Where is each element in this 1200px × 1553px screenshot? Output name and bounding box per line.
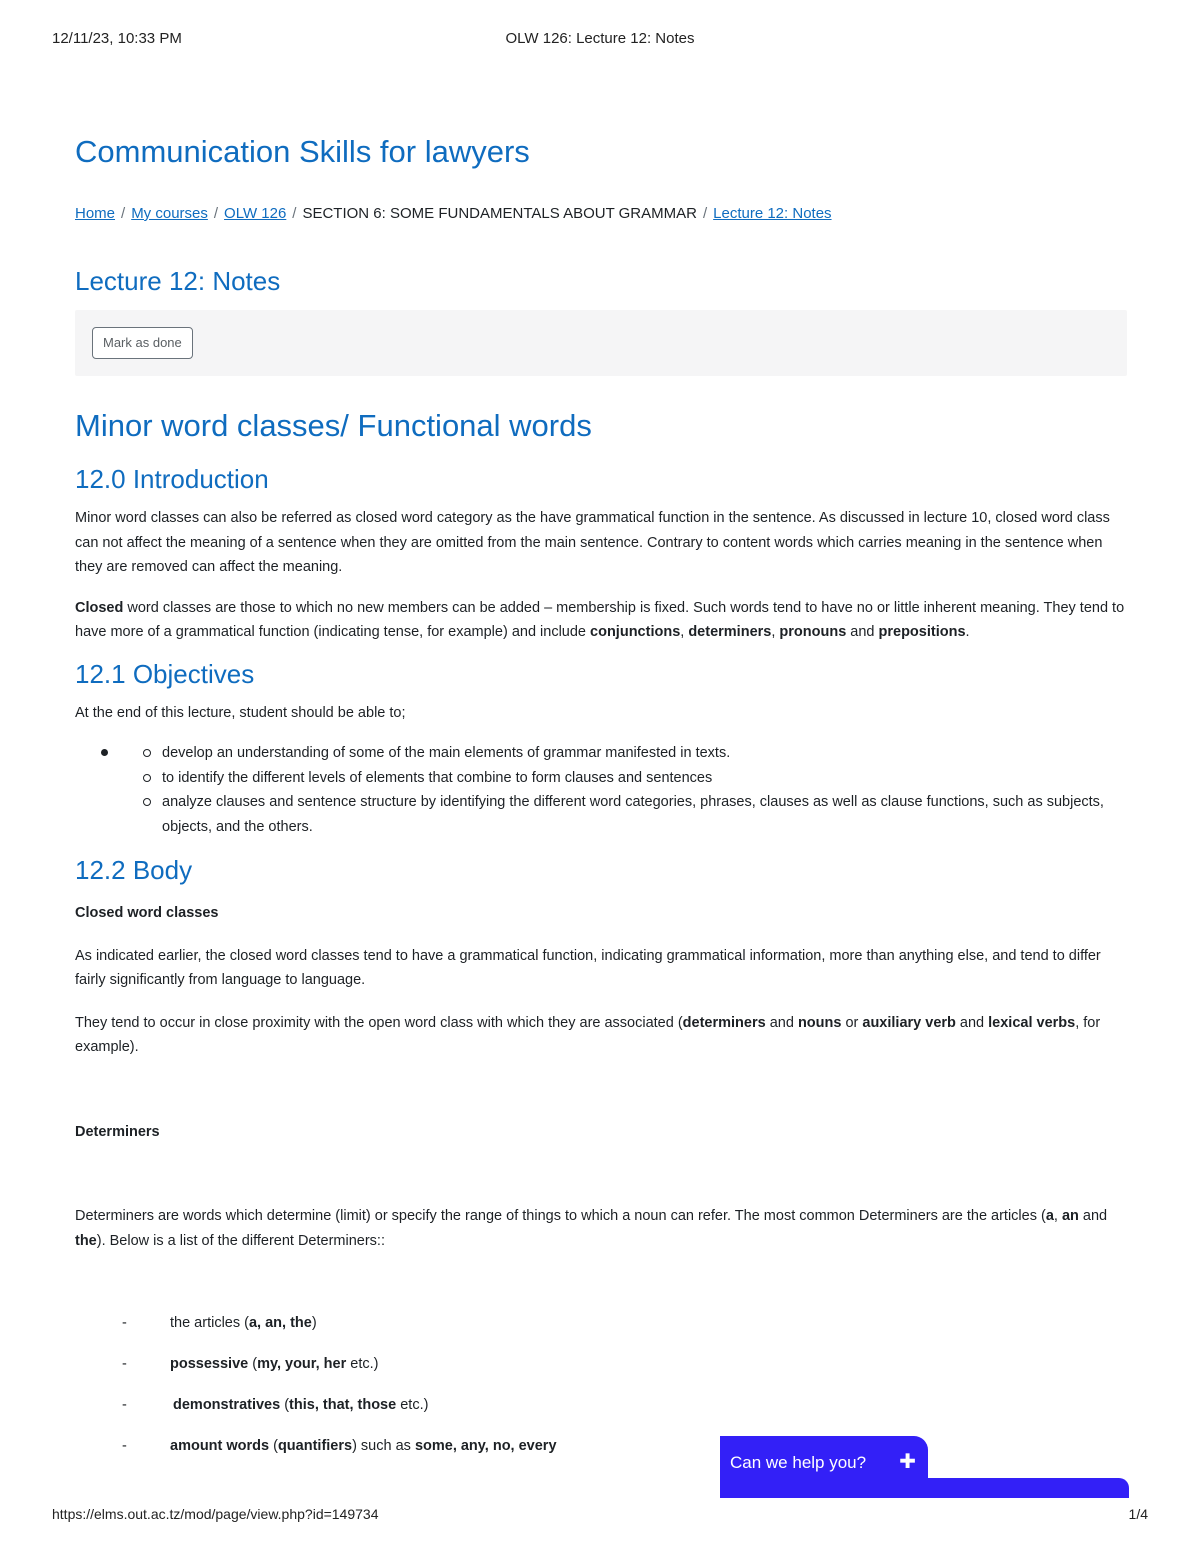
print-date: 12/11/23, 10:33 PM — [52, 30, 182, 47]
print-page-count: 1/4 — [1128, 1506, 1148, 1522]
objective-text: to identify the different levels of elements that combine to form clauses and sentences — [162, 769, 713, 786]
page-content — [75, 130, 1127, 1475]
text-run: and — [955, 1014, 989, 1031]
text-run: ( — [269, 1438, 278, 1454]
list-item — [143, 741, 1127, 766]
objectives-list — [75, 741, 1127, 839]
text-run: They tend to occur in close proximity with the open word class with which they are associated ( — [75, 1014, 683, 1031]
determiners-heading — [75, 1120, 1127, 1145]
breadcrumb-current[interactable]: Lecture 12: Notes — [713, 205, 832, 222]
body-heading: 12.2 Body — [75, 855, 193, 885]
bullet-circle-icon — [143, 798, 151, 806]
completion-box — [75, 310, 1127, 376]
bold-lexical-verbs: lexical verbs — [988, 1014, 1076, 1031]
list-item — [75, 1352, 1127, 1393]
breadcrumb-home[interactable]: Home — [75, 205, 116, 222]
activity-title: Lecture 12: Notes — [75, 266, 281, 296]
body-paragraph-1: As indicated earlier, the closed word classes tend to have a grammatical function, indicating grammatical information, more than anything else, and tend to differ fairly significantly from language to language. — [75, 947, 1101, 988]
breadcrumb-section: SECTION 6: SOME FUNDAMENTALS ABOUT GRAMMAR — [302, 205, 697, 222]
bold-extra: some, any, no, every — [414, 1438, 557, 1454]
bold-prepositions: prepositions — [878, 624, 966, 640]
objective-text: develop an understanding of some of the main elements of grammar manifested in texts. — [162, 745, 731, 761]
bold-determiners: determiners — [688, 624, 772, 640]
text-run: , for example). — [75, 1014, 1101, 1055]
print-doc-title: OLW 126: Lecture 12: Notes — [505, 30, 695, 47]
determiners-paragraph — [75, 1204, 1127, 1253]
text-run: etc.) — [396, 1397, 429, 1413]
dash-bullet: - — [122, 1438, 127, 1454]
bold-examples: my, your, her — [257, 1356, 347, 1372]
body-paragraph-2 — [75, 1011, 1127, 1060]
bold-an: an — [1061, 1208, 1079, 1224]
text-run: the articles — [170, 1315, 241, 1331]
closed-word-classes-heading — [75, 901, 1127, 926]
help-widget-tab[interactable] — [720, 1436, 928, 1490]
text-run: and — [1078, 1208, 1108, 1224]
bold-closed-word-classes: Closed word classes — [75, 905, 219, 921]
breadcrumb-separator: / — [292, 205, 297, 222]
text-run: , — [771, 624, 780, 640]
bold-conjunctions: conjunctions — [590, 624, 681, 640]
intro-heading: 12.0 Introduction — [75, 464, 269, 494]
text-run: Determiners are words which determine (limit) or specify the range of things to which a noun can refer. The most common Determiners are the articles ( — [75, 1208, 1046, 1224]
text-run: ( — [280, 1397, 290, 1413]
text-run: . — [965, 624, 970, 640]
plus-icon[interactable]: ✚ — [899, 1451, 916, 1473]
help-widget[interactable] — [720, 1436, 1129, 1498]
text-run: and — [765, 1014, 798, 1031]
determiner-item-text — [173, 1393, 428, 1417]
bullet-circle-icon — [143, 749, 151, 757]
determiner-item-text — [170, 1352, 378, 1376]
text-run: word classes are those to which no new members can be added – membership is fixed. Such words tend to have no or little inherent meaning. They tend to have more of a grammatical function (indicating tense, for example) and include — [75, 599, 1125, 640]
objectives-heading: 12.1 Objectives — [75, 658, 255, 689]
determiner-item-text — [170, 1311, 317, 1335]
main-heading: Minor word classes/ Functional words — [75, 408, 592, 443]
text-run: ). Below is a list of the different Determiners:: — [96, 1232, 385, 1249]
objectives-lead: At the end of this lecture, student should be able to; — [75, 704, 406, 721]
list-item — [75, 1311, 1127, 1352]
bold-pronouns: pronouns — [779, 624, 847, 640]
text-run: , — [680, 624, 689, 640]
help-widget-label[interactable]: Can we help you? — [730, 1453, 867, 1472]
bold-determiners: determiners — [682, 1014, 766, 1031]
course-title: Communication Skills for lawyers — [75, 134, 530, 169]
bullet-disc-icon — [101, 749, 108, 756]
bold-closed: Closed — [75, 599, 124, 616]
breadcrumb — [75, 204, 1127, 224]
list-item — [143, 790, 1127, 839]
bold-auxiliary-verb: auxiliary verb — [862, 1014, 956, 1031]
mark-as-done-button[interactable]: Mark as done — [92, 327, 193, 359]
text-run: , — [1053, 1208, 1062, 1224]
bold-examples: quantifiers — [277, 1438, 353, 1454]
breadcrumb-separator: / — [121, 205, 126, 222]
breadcrumb-separator: / — [702, 205, 708, 222]
breadcrumb-my-courses[interactable]: My courses — [131, 205, 208, 222]
list-item — [143, 766, 1127, 791]
print-url: https://elms.out.ac.tz/mod/page/view.php?id=149734 — [52, 1506, 379, 1522]
objective-text: analyze clauses and sentence structure by identifying the different word categories, phrases, clauses as well as clause functions, such as subjects, objects, and the others. — [162, 794, 1104, 835]
bold-a: a — [1045, 1208, 1054, 1224]
bullet-circle-icon — [143, 774, 151, 782]
bold-examples: this, that, those — [289, 1397, 397, 1413]
text-run: or — [841, 1014, 863, 1031]
bold-term: possessive — [170, 1356, 249, 1372]
dash-bullet: - — [122, 1397, 127, 1413]
breadcrumb-separator: / — [213, 205, 219, 222]
dash-bullet: - — [122, 1315, 127, 1331]
dash-bullet: - — [122, 1356, 127, 1372]
bold-the: the — [75, 1232, 97, 1249]
text-run: etc.) — [346, 1356, 379, 1372]
text-run: and — [846, 624, 879, 640]
text-run: ) such as — [352, 1438, 415, 1454]
breadcrumb-course[interactable]: OLW 126 — [224, 205, 287, 222]
bold-term: amount words — [170, 1438, 270, 1454]
text-run: ) — [311, 1315, 317, 1331]
intro-paragraph-2 — [75, 596, 1127, 645]
bold-determiners-heading: Determiners — [75, 1123, 160, 1140]
text-run: ( — [248, 1356, 258, 1372]
bold-nouns: nouns — [797, 1014, 842, 1031]
text-run: ( — [240, 1315, 249, 1331]
list-item — [75, 1393, 1127, 1434]
intro-paragraph-1: Minor word classes can also be referred as closed word category as the have grammatical function in the sentence. As discussed in lecture 10, closed word class can not affect the meaning of a sentence when they are omitted from the main sentence. Contrary to content words which carries meaning in the sentence when they are removed can affect the meaning. — [75, 510, 1110, 575]
determiner-item-text — [170, 1434, 557, 1458]
bold-examples: a, an, the — [248, 1315, 312, 1331]
print-header — [52, 30, 1148, 50]
bold-term: demonstratives — [173, 1397, 281, 1413]
